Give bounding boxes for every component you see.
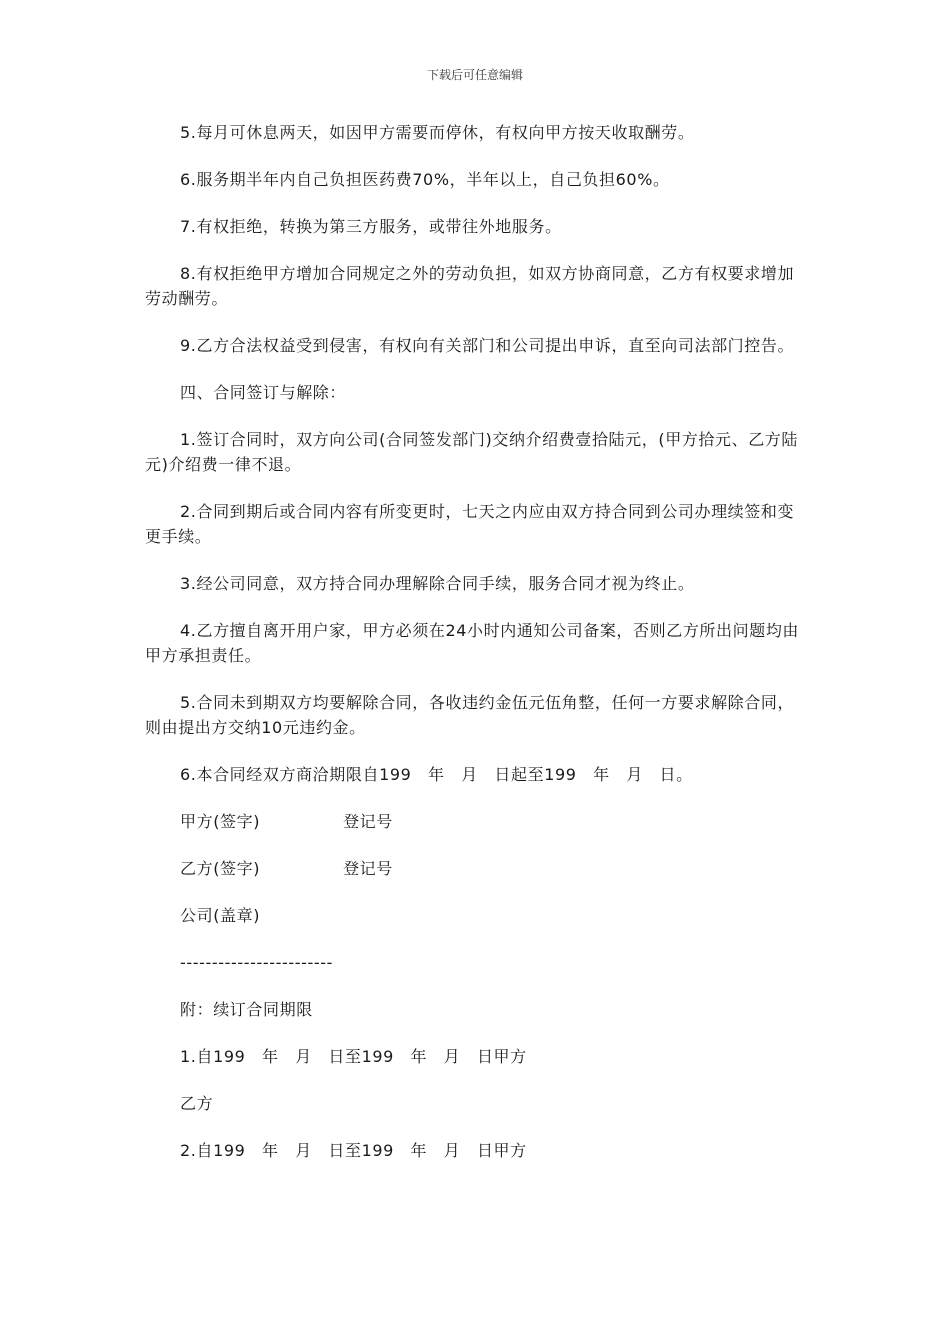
renewal-party-b-1: 乙方 bbox=[180, 1094, 214, 1113]
signature-party-a: 甲方(签字) 登记号 bbox=[180, 812, 393, 831]
clause-extra-labor: 8.有权拒绝甲方增加合同规定之外的劳动负担，如双方协商同意，乙方有权要求增加劳动酬劳。 bbox=[145, 264, 795, 308]
clause-medical-expenses: 6.服务期半年内自己负担医药费70%，半年以上，自己负担60%。 bbox=[180, 170, 670, 189]
divider-line: ------------------------ bbox=[180, 953, 333, 972]
page-header: 下载后可任意编辑 bbox=[426, 68, 523, 82]
company-seal: 公司(盖章) bbox=[180, 906, 261, 925]
clause-refuse-transfer: 7.有权拒绝，转换为第三方服务，或带往外地服务。 bbox=[180, 217, 562, 236]
clause-introduction-fee: 1.签订合同时，双方向公司(合同签发部门)交纳介绍费壹拾陆元，(甲方拾元、乙方陆元)介绍费一律不退。 bbox=[145, 430, 798, 474]
renewal-line-1: 1.自199 年 月 日至199 年 月 日甲方 bbox=[180, 1047, 527, 1066]
clause-term: 6.本合同经双方商洽期限自199 年 月 日起至199 年 月 日。 bbox=[180, 765, 693, 784]
clause-renewal: 2.合同到期后或合同内容有所变更时，七天之内应由双方持合同到公司办理续签和变更手续。 bbox=[145, 502, 795, 546]
section-heading-signing: 四、合同签订与解除： bbox=[180, 383, 347, 402]
renewal-line-2: 2.自199 年 月 日至199 年 月 日甲方 bbox=[180, 1141, 527, 1160]
clause-penalty: 5.合同未到期双方均要解除合同，各收违约金伍元伍角整，任何一方要求解除合同，则由提出方交纳10元违约金。 bbox=[145, 693, 795, 737]
clause-rights-appeal: 9.乙方合法权益受到侵害，有权向有关部门和公司提出申诉，直至向司法部门控告。 bbox=[180, 336, 795, 355]
clause-termination: 3.经公司同意，双方持合同办理解除合同手续，服务合同才视为终止。 bbox=[180, 574, 695, 593]
clause-leaving-home: 4.乙方擅自离开用户家，甲方必须在24小时内通知公司备案，否则乙方所出问题均由甲方承担责任。 bbox=[145, 621, 800, 665]
clause-rest-days: 5.每月可休息两天，如因甲方需要而停休，有权向甲方按天收取酬劳。 bbox=[180, 123, 695, 142]
signature-party-b: 乙方(签字) 登记号 bbox=[180, 859, 393, 878]
appendix-heading: 附：续订合同期限 bbox=[180, 1000, 313, 1019]
document-body bbox=[145, 120, 805, 1185]
